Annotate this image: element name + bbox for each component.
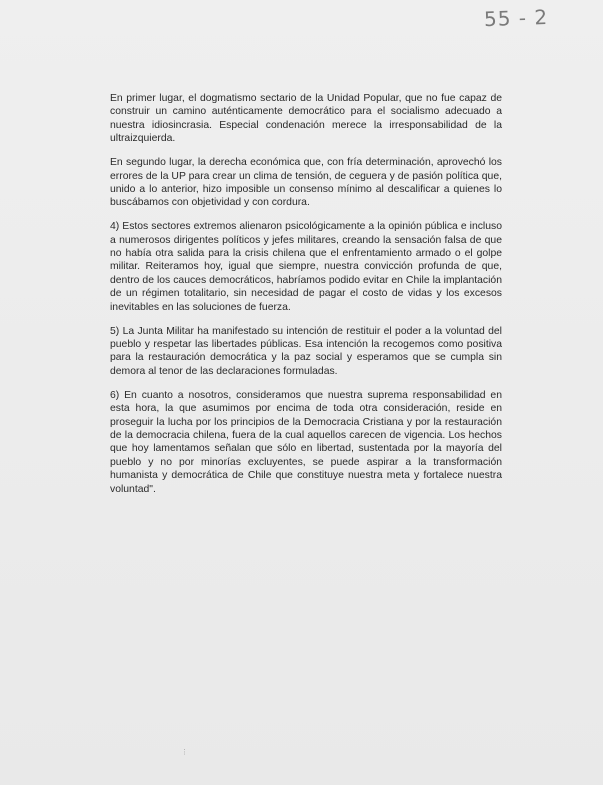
document-body [110,92,502,506]
handwritten-page-number: 55 - 2 [483,4,549,32]
paragraph-point-5: 5) La Junta Militar ha manifestado su intención de restituir el poder a la voluntad del pueblo y respetar las libertades públicas. Esa intención la recogemos como positiva para la restauración democrática y la paz social y esperamos que se cumpla sin demora al tenor de las declaraciones formuladas. [110,325,502,377]
scan-speck-mark: ⋮ [181,749,188,756]
paragraph-primer-lugar: En primer lugar, el dogmatismo sectario de la Unidad Popular, que no fue capaz de construir un camino auténticamente democrático para el socialismo adecuado a nuestra idiosincrasia. Especial condenación merece la irresponsabilidad de la ultraizquierda. [110,93,502,145]
paragraph-point-6: 6) En cuanto a nosotros, consideramos que nuestra suprema responsabilidad en esta hora, la que asumimos por encima de toda otra consideración, reside en proseguir la lucha por los principios de la Democracia Cristiana y por la restauración de la democracia chilena, fuera de la cual aquellos carecen de vigencia. Los hechos que hoy lamentamos señalan que sólo en libertad, sustentada por la mayoría del pueblo y no por minorías excluyentes, se puede aspirar a la transformación humanista y democrática de Chile que constituye nuestra meta y fortalece nuestra voluntad". [110,389,502,495]
paragraph-point-4: 4) Estos sectores extremos alienaron psicológicamente a la opinión pública e incluso a numerosos dirigentes políticos y jefes militares, creando la sensación falsa de que no había otra salida para la crisis chilena que el enfrentamiento armado o el golpe militar. Reiteramos hoy, igual que siempre, nuestra convicción profunda de que, dentro de los cauces democráticos, habríamos podido evitar en Chile la implantación de un régimen totalitario, sin necesidad de pagar el costo de vidas y los excesos inevitables en las soluciones de fuerza. [110,221,502,313]
paragraph-segundo-lugar: En segundo lugar, la derecha económica que, con fría determinación, aprovechó los errores de la UP para crear un clima de tensión, de ceguera y de pasión política que, unido a lo anterior, hizo imposible un consenso mínimo al descalificar a quienes lo buscábamos con objetividad y con cordura. [110,157,502,209]
